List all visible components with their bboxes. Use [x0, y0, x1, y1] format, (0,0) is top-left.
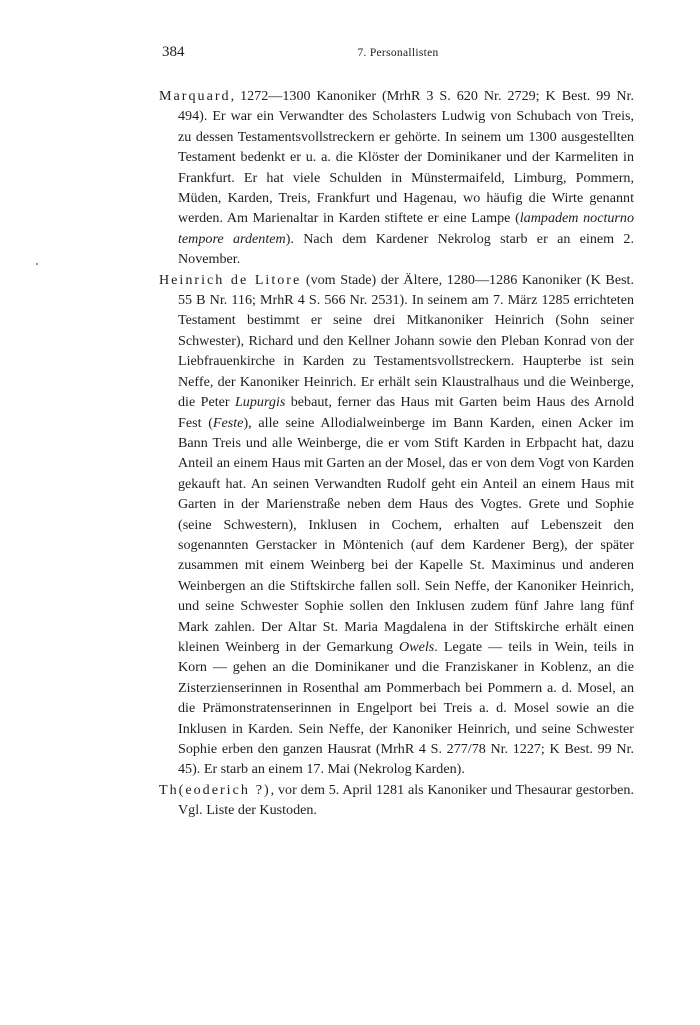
entry-text: , vor dem 5. April 1281 als Kanoniker und Thesaurar gestorben. Vgl. Liste der Kustoden.	[178, 781, 634, 819]
entry-marquard	[159, 86, 634, 270]
entry-text: , 1272—1300 Kanoniker (MrhR 3 S. 620 Nr. 2729; K Best. 99 Nr. 494). Er war ein Verwandter des Scholasters Ludwig von Schubach von Treis, zu dessen Testamentsvollstreckern er gehörte. In seinem um 1300 ausgestellten Testament bedenkt er u. a. die Klöster der Dominikaner und der Karmeliten in Frankfurt. Er hat viele Schulden in Münstermaifeld, Limburg, Pommern, Müden, Karden, Treis, Frankfurt und Hagenau, wo häufig die Wirte genannt werden. Am Marienaltar in Karden stiftete er eine Lampe (	[178, 88, 634, 227]
entry-heinrich-de-litore	[159, 270, 634, 780]
entry-italic-term: Lupurgis	[234, 394, 286, 411]
running-head: 7. Personallisten	[357, 47, 439, 59]
entry-name: Th(eoderich ?)	[159, 781, 271, 798]
margin-mark	[36, 263, 38, 265]
entry-text: ). Nach dem Kardener Nekrolog starb er an einem 2. November.	[178, 230, 634, 268]
entry-italic-term: Owels	[399, 638, 435, 655]
page-body	[159, 86, 634, 821]
entry-quote: lampadem nocturno tempore ardentem	[178, 210, 634, 247]
entry-theoderich	[159, 780, 634, 821]
page-header	[162, 44, 634, 66]
entry-text: ), alle seine Allodialweinberge im Bann Karden, einen Acker im Bann Treis und alle Weinberge, die er vom Stift Karden in Erbpacht hat, dazu Anteil an einem Haus mit Garten an der Mosel, das er von dem Vogt von Karden gekauft hat. An seinen Verwandten Rudolf geht ein Anteil an einem Haus mit Garten in der Marienstraße neben dem Haus des Vogtes. Grete und Sophie (seine Schwestern), Inklusen in Cochem, erhalten auf Lebenszeit den sogenannten Gerstacker in Möntenich (auf dem Kardener Berg), der später zusammen mit einem Weinberg bei der Kapelle St. Maximinus und anderen Weinbergen an die Stiftskirche fallen soll. Sein Neffe, der Kanoniker Heinrich, und seine Schwester Sophie sollen den Inklusen zudem fünf Jahre lang fünf Mark zahlen. Der Altar St. Maria Magdalena in der Stiftskirche erhält einen kleinen Weinberg in der Gemarkung	[178, 414, 634, 655]
page-number: 384	[162, 44, 185, 60]
entry-name: Marquard	[159, 88, 231, 104]
entry-italic-term: Feste	[212, 414, 244, 431]
entry-text: . Legate — teils in Wein, teils in Korn — gehen an die Dominikaner und die Franziskaner in Koblenz, an die Zisterzienserinnen in Rosenthal am Pommerbach bei Pommern a. d. Mosel, an die Prämonstratenserinnen in Engelport bei Treis a. d. Mosel sowie an die Inklusen in Karden. Sein Neffe, der Kanoniker Heinrich, und seine Schwester Sophie erben den ganzen Hausrat (MrhR 4 S. 277/78 Nr. 1227; K Best. 99 Nr. 45). Er starb an einem 17. Mai (Nekrolog Karden).	[178, 638, 634, 778]
entry-text: (vom Stade) der Ältere, 1280—1286 Kanoniker (K Best. 55 B Nr. 116; MrhR 4 S. 566 Nr. 2531). In seinem am 7. März 1285 errichteten Testament bestimmt er seine drei Mitkanoniker Heinrich (Sohn seiner Schwester), Richard und den Kellner Johann sowie den Pleban Konrad von der Liebfrauenkirche in Karden zu Testamentsvollstreckern. Haupterbe ist sein Neffe, der Kanoniker Heinrich. Er erhält sein Klaustralhaus und die Weinberge, die Peter	[178, 271, 634, 411]
entry-text: bebaut, ferner das Haus mit Garten beim Haus des Arnold Fest (	[178, 394, 634, 431]
entry-name: Heinrich de Litore	[159, 271, 302, 288]
